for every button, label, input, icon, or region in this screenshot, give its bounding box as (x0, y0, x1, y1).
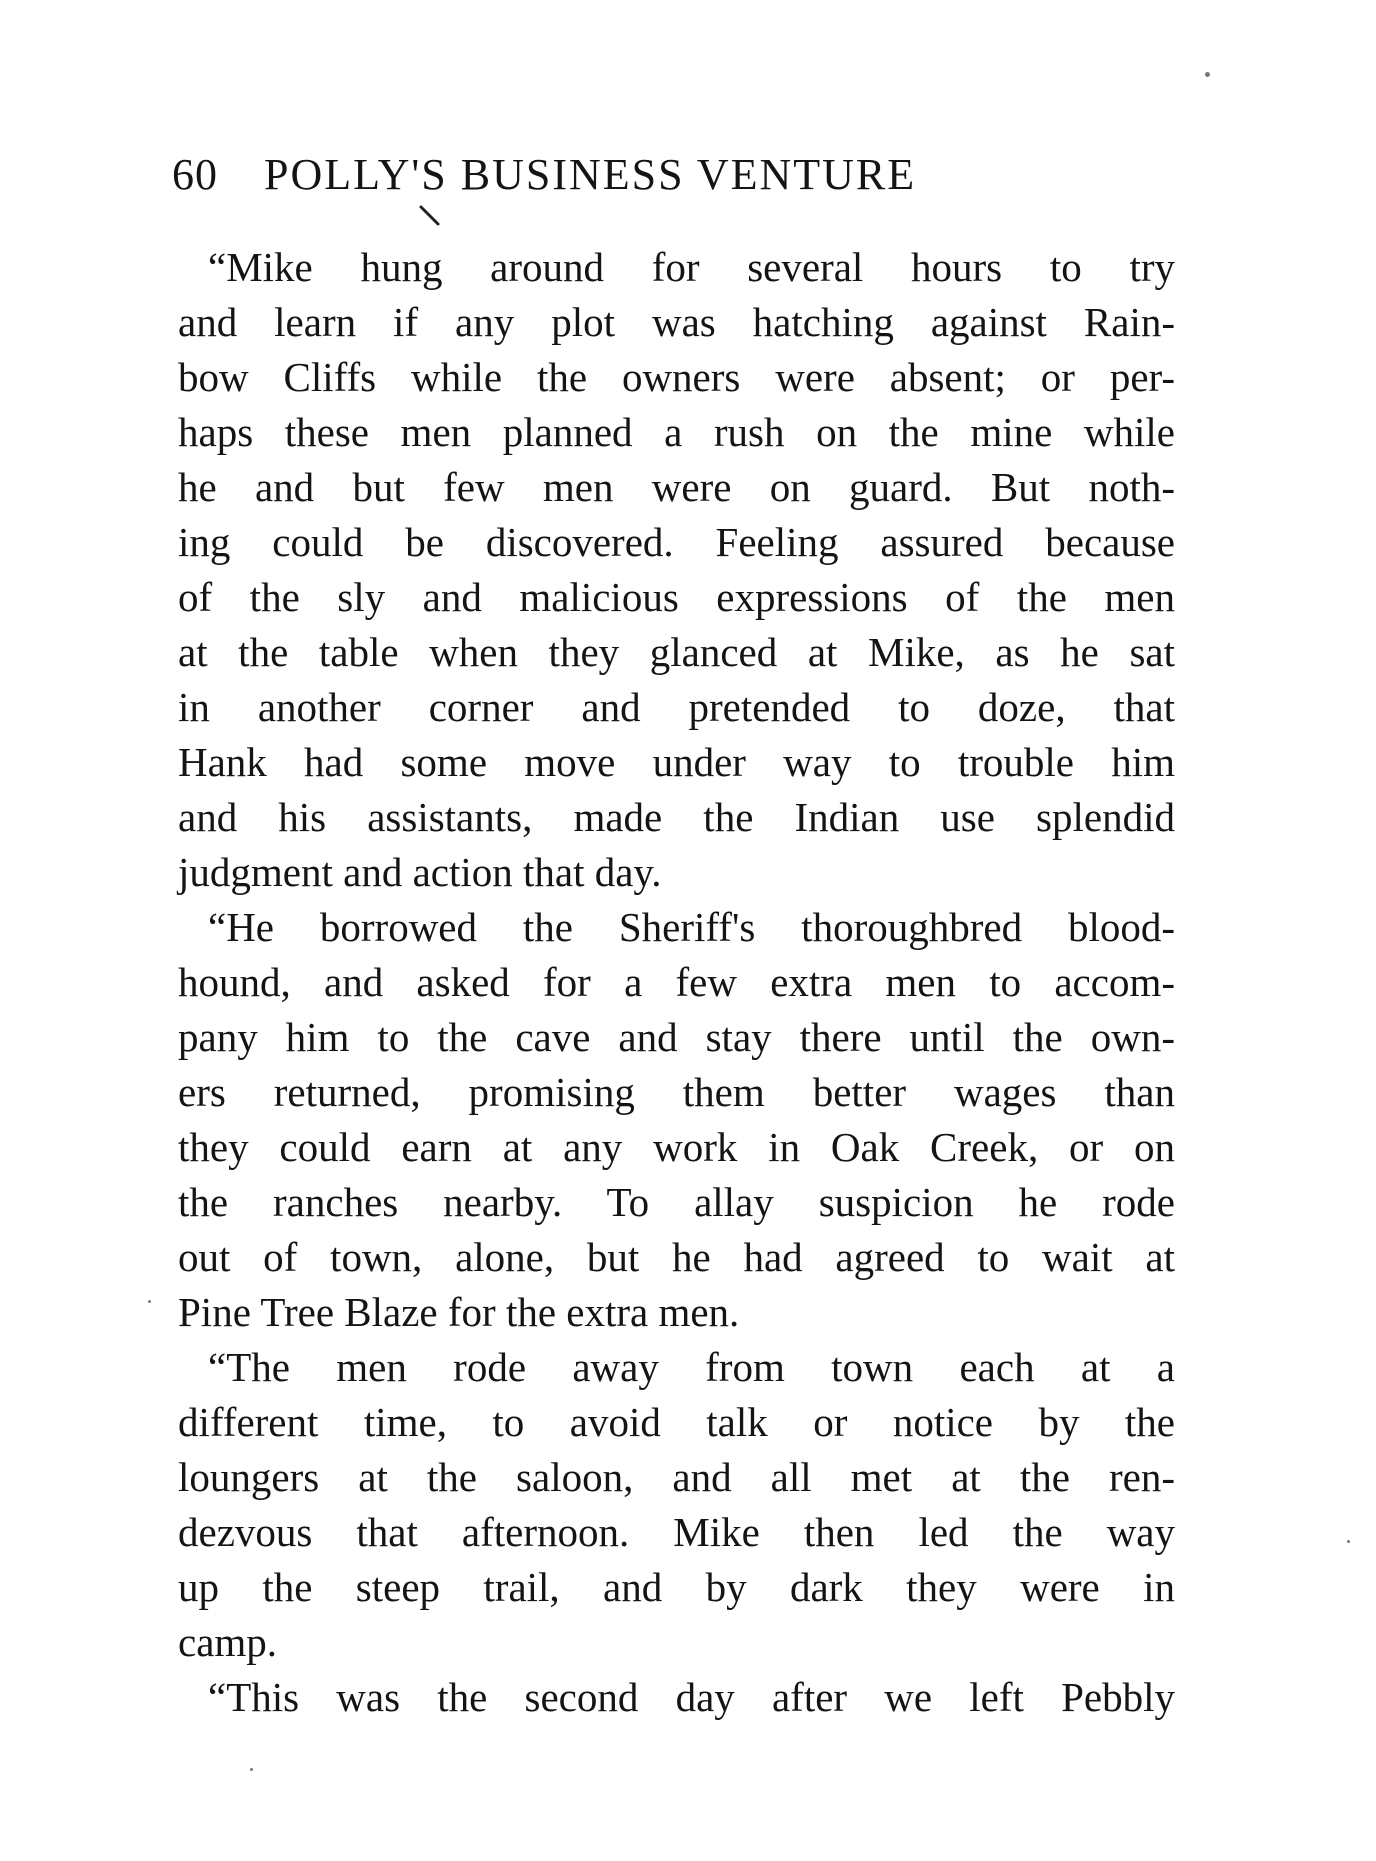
running-title: POLLY'S BUSINESS VENTURE (264, 150, 917, 199)
text-line: “Mike hung around for several hours to try (208, 244, 1175, 290)
pencil-mark-icon (418, 204, 442, 228)
text-line: “The men rode away from town each at a (208, 1344, 1175, 1390)
text-line: of the sly and malicious expressions of the men (178, 574, 1175, 620)
scan-speck (250, 1768, 253, 1771)
text-line: ing could be discovered. Feeling assured because (178, 519, 1175, 565)
text-line: bow Cliffs while the owners were absent; or per- (178, 354, 1175, 400)
text-line: “He borrowed the Sheriff's thoroughbred blood- (208, 904, 1175, 950)
text-line: and learn if any plot was hatching against Rain- (178, 299, 1175, 345)
scan-speck (148, 1300, 151, 1303)
running-head (172, 140, 1052, 210)
page-number: 60 (172, 150, 218, 199)
text-line: pany him to the cave and stay there until the own- (178, 1014, 1175, 1060)
scan-speck (1205, 72, 1210, 77)
text-line: loungers at the saloon, and all met at the ren- (178, 1454, 1175, 1500)
body-text (178, 240, 1175, 1725)
scan-speck (1347, 1540, 1350, 1543)
text-line: camp. (178, 1619, 278, 1665)
text-line: and his assistants, made the Indian use splendid (178, 794, 1175, 840)
text-line: at the table when they glanced at Mike, as he sat (178, 629, 1175, 675)
text-line: Pine Tree Blaze for the extra men. (178, 1289, 740, 1335)
text-line: different time, to avoid talk or notice by the (178, 1399, 1175, 1445)
text-line: ers returned, promising them better wages than (178, 1069, 1175, 1115)
text-line: dezvous that afternoon. Mike then led the way (178, 1509, 1175, 1555)
text-line: the ranches nearby. To allay suspicion he rode (178, 1179, 1175, 1225)
text-line: judgment and action that day. (178, 849, 662, 895)
text-line: in another corner and pretended to doze, that (178, 684, 1175, 730)
text-line: he and but few men were on guard. But noth- (178, 464, 1175, 510)
text-line: “This was the second day after we left Pebbly (208, 1674, 1175, 1720)
text-line: Hank had some move under way to trouble him (178, 739, 1175, 785)
text-line: up the steep trail, and by dark they were in (178, 1564, 1175, 1610)
text-line: haps these men planned a rush on the mine while (178, 409, 1175, 455)
text-line: hound, and asked for a few extra men to accom- (178, 959, 1175, 1005)
text-line: they could earn at any work in Oak Creek, or on (178, 1124, 1175, 1170)
text-line: out of town, alone, but he had agreed to wait at (178, 1234, 1175, 1280)
